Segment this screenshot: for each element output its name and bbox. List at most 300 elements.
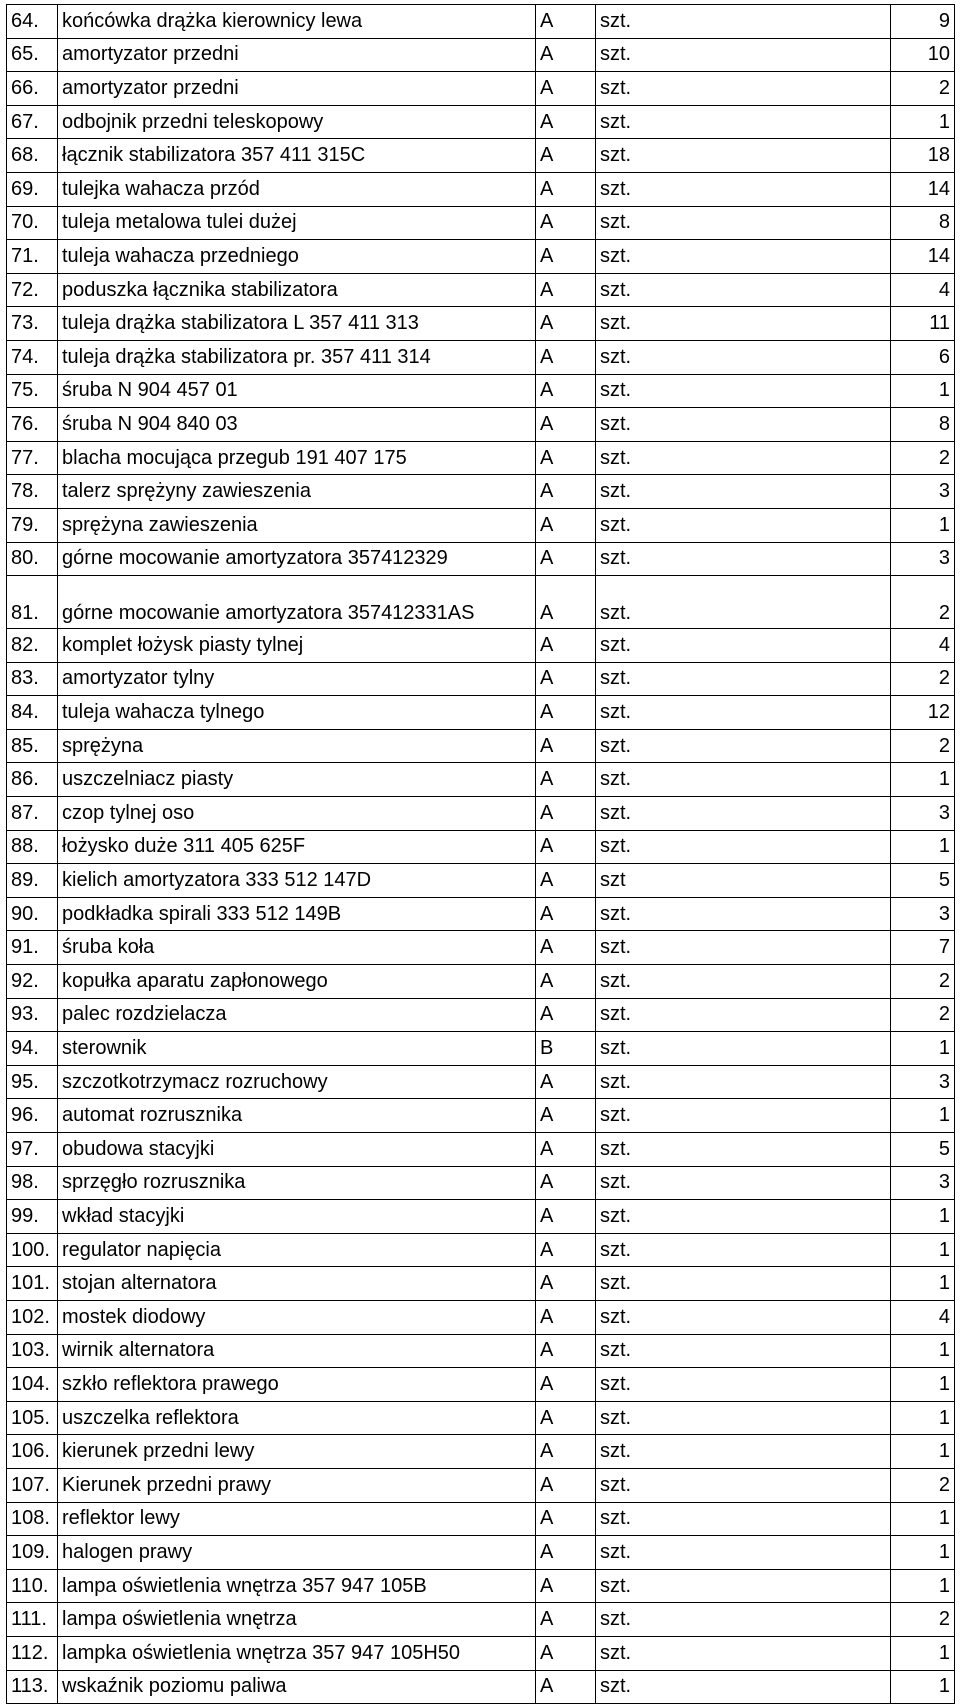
item-class-cell: A xyxy=(536,1200,596,1234)
item-quantity-cell: 4 xyxy=(891,273,955,307)
table-row xyxy=(7,1502,955,1536)
table-row xyxy=(7,441,955,475)
item-quantity-cell: 4 xyxy=(891,629,955,663)
item-quantity-cell: 1 xyxy=(891,1670,955,1704)
table-row xyxy=(7,1065,955,1099)
item-number-cell: 85. xyxy=(7,729,58,763)
item-class-cell: A xyxy=(536,139,596,173)
item-name-cell: wirnik alternatora xyxy=(58,1334,536,1368)
item-quantity-cell: 1 xyxy=(891,508,955,542)
item-class-cell: A xyxy=(536,38,596,72)
item-class-cell: A xyxy=(536,307,596,341)
item-unit-cell: szt. xyxy=(596,998,891,1032)
table-row xyxy=(7,5,955,39)
item-class-cell: A xyxy=(536,5,596,39)
item-unit-cell: szt. xyxy=(596,38,891,72)
item-quantity-cell: 14 xyxy=(891,240,955,274)
item-quantity-cell: 2 xyxy=(891,998,955,1032)
item-number-cell: 76. xyxy=(7,408,58,442)
item-name-cell: śruba N 904 457 01 xyxy=(58,374,536,408)
item-class-cell: A xyxy=(536,1502,596,1536)
item-class-cell: A xyxy=(536,1569,596,1603)
table-row xyxy=(7,240,955,274)
item-name-cell: tulejka wahacza przód xyxy=(58,172,536,206)
item-number-cell: 99. xyxy=(7,1200,58,1234)
item-unit-cell: szt. xyxy=(596,1569,891,1603)
item-name-cell: łożysko duże 311 405 625F xyxy=(58,830,536,864)
item-unit-cell: szt. xyxy=(596,1065,891,1099)
table-row xyxy=(7,1536,955,1570)
item-name-cell: lampa oświetlenia wnętrza xyxy=(58,1603,536,1637)
item-number-cell: 91. xyxy=(7,931,58,965)
item-name-cell: górne mocowanie amortyzatora 357412329 xyxy=(58,542,536,576)
item-name-cell: kielich amortyzatora 333 512 147D xyxy=(58,864,536,898)
item-name-cell: śruba N 904 840 03 xyxy=(58,408,536,442)
item-quantity-cell: 5 xyxy=(891,864,955,898)
item-quantity-cell: 2 xyxy=(891,662,955,696)
table-row xyxy=(7,273,955,307)
item-unit-cell: szt. xyxy=(596,1468,891,1502)
item-quantity-cell: 3 xyxy=(891,475,955,509)
item-unit-cell: szt. xyxy=(596,1032,891,1066)
item-number-cell: 69. xyxy=(7,172,58,206)
item-number-cell: 78. xyxy=(7,475,58,509)
item-number-cell: 80. xyxy=(7,542,58,576)
table-row xyxy=(7,864,955,898)
item-number-cell: 106. xyxy=(7,1435,58,1469)
item-number-cell: 64. xyxy=(7,5,58,39)
item-number-cell: 86. xyxy=(7,763,58,797)
item-unit-cell: szt. xyxy=(596,408,891,442)
item-class-cell: A xyxy=(536,542,596,576)
item-unit-cell: szt. xyxy=(596,1368,891,1402)
item-unit-cell: szt. xyxy=(596,1435,891,1469)
table-row xyxy=(7,1468,955,1502)
item-quantity-cell: 1 xyxy=(891,1401,955,1435)
item-name-cell: wkład stacyjki xyxy=(58,1200,536,1234)
item-number-cell: 103. xyxy=(7,1334,58,1368)
table-row xyxy=(7,105,955,139)
table-row xyxy=(7,72,955,106)
item-unit-cell: szt. xyxy=(596,1536,891,1570)
item-name-cell: amortyzator przedni xyxy=(58,72,536,106)
item-unit-cell: szt. xyxy=(596,1636,891,1670)
item-class-cell: A xyxy=(536,1133,596,1167)
item-quantity-cell: 1 xyxy=(891,1435,955,1469)
item-name-cell: szkło reflektora prawego xyxy=(58,1368,536,1402)
item-class-cell: A xyxy=(536,1401,596,1435)
item-unit-cell: szt. xyxy=(596,1401,891,1435)
item-name-cell: wskaźnik poziomu paliwa xyxy=(58,1670,536,1704)
table-row xyxy=(7,696,955,730)
item-quantity-cell: 6 xyxy=(891,340,955,374)
item-quantity-cell: 1 xyxy=(891,1334,955,1368)
item-quantity-cell: 10 xyxy=(891,38,955,72)
item-quantity-cell: 8 xyxy=(891,206,955,240)
item-unit-cell: szt. xyxy=(596,931,891,965)
table-row xyxy=(7,830,955,864)
item-class-cell: A xyxy=(536,441,596,475)
item-class-cell: A xyxy=(536,897,596,931)
item-quantity-cell: 4 xyxy=(891,1300,955,1334)
item-quantity-cell: 9 xyxy=(891,5,955,39)
item-number-cell: 75. xyxy=(7,374,58,408)
item-number-cell: 113. xyxy=(7,1670,58,1704)
item-number-cell: 67. xyxy=(7,105,58,139)
item-number-cell: 100. xyxy=(7,1233,58,1267)
item-name-cell: górne mocowanie amortyzatora 357412331AS xyxy=(58,576,536,629)
item-class-cell: A xyxy=(536,1603,596,1637)
item-quantity-cell: 1 xyxy=(891,1368,955,1402)
item-quantity-cell: 1 xyxy=(891,374,955,408)
table-row xyxy=(7,965,955,999)
item-name-cell: uszczelka reflektora xyxy=(58,1401,536,1435)
item-unit-cell: szt. xyxy=(596,1334,891,1368)
item-unit-cell: szt. xyxy=(596,662,891,696)
item-quantity-cell: 3 xyxy=(891,1166,955,1200)
item-quantity-cell: 11 xyxy=(891,307,955,341)
item-name-cell: łącznik stabilizatora 357 411 315C xyxy=(58,139,536,173)
item-number-cell: 83. xyxy=(7,662,58,696)
item-unit-cell: szt. xyxy=(596,797,891,831)
item-class-cell: A xyxy=(536,998,596,1032)
item-name-cell: sprężyna zawieszenia xyxy=(58,508,536,542)
item-name-cell: talerz sprężyny zawieszenia xyxy=(58,475,536,509)
item-number-cell: 77. xyxy=(7,441,58,475)
item-class-cell: A xyxy=(536,1670,596,1704)
item-quantity-cell: 1 xyxy=(891,1502,955,1536)
item-name-cell: odbojnik przedni teleskopowy xyxy=(58,105,536,139)
item-unit-cell: szt. xyxy=(596,240,891,274)
item-name-cell: amortyzator tylny xyxy=(58,662,536,696)
item-class-cell: A xyxy=(536,729,596,763)
item-class-cell: A xyxy=(536,1636,596,1670)
item-number-cell: 73. xyxy=(7,307,58,341)
item-unit-cell: szt. xyxy=(596,542,891,576)
table-row xyxy=(7,1435,955,1469)
item-class-cell: A xyxy=(536,662,596,696)
item-unit-cell: szt. xyxy=(596,374,891,408)
table-row xyxy=(7,897,955,931)
item-unit-cell: szt. xyxy=(596,897,891,931)
table-row xyxy=(7,1368,955,1402)
item-quantity-cell: 1 xyxy=(891,105,955,139)
item-unit-cell: szt. xyxy=(596,72,891,106)
item-quantity-cell: 2 xyxy=(891,1468,955,1502)
item-name-cell: tuleja metalowa tulei dużej xyxy=(58,206,536,240)
item-number-cell: 90. xyxy=(7,897,58,931)
item-unit-cell: szt. xyxy=(596,1670,891,1704)
item-name-cell: mostek diodowy xyxy=(58,1300,536,1334)
item-number-cell: 92. xyxy=(7,965,58,999)
item-number-cell: 93. xyxy=(7,998,58,1032)
table-row xyxy=(7,206,955,240)
table-row xyxy=(7,1300,955,1334)
item-quantity-cell: 1 xyxy=(891,1200,955,1234)
item-unit-cell: szt. xyxy=(596,629,891,663)
table-row xyxy=(7,1032,955,1066)
item-quantity-cell: 3 xyxy=(891,542,955,576)
table-row xyxy=(7,307,955,341)
item-name-cell: sprężyna xyxy=(58,729,536,763)
item-quantity-cell: 3 xyxy=(891,1065,955,1099)
item-class-cell: A xyxy=(536,576,596,629)
item-unit-cell: szt. xyxy=(596,172,891,206)
parts-table xyxy=(6,4,955,1704)
item-number-cell: 102. xyxy=(7,1300,58,1334)
item-class-cell: A xyxy=(536,629,596,663)
item-class-cell: A xyxy=(536,1099,596,1133)
item-class-cell: B xyxy=(536,1032,596,1066)
item-number-cell: 88. xyxy=(7,830,58,864)
item-quantity-cell: 1 xyxy=(891,830,955,864)
table-row xyxy=(7,139,955,173)
item-class-cell: A xyxy=(536,1267,596,1301)
item-quantity-cell: 3 xyxy=(891,797,955,831)
item-number-cell: 79. xyxy=(7,508,58,542)
table-row xyxy=(7,629,955,663)
item-quantity-cell: 2 xyxy=(891,441,955,475)
item-number-cell: 107. xyxy=(7,1468,58,1502)
item-number-cell: 97. xyxy=(7,1133,58,1167)
item-name-cell: palec rozdzielacza xyxy=(58,998,536,1032)
item-name-cell: automat rozrusznika xyxy=(58,1099,536,1133)
item-class-cell: A xyxy=(536,696,596,730)
table-row xyxy=(7,1233,955,1267)
item-quantity-cell: 1 xyxy=(891,1233,955,1267)
item-name-cell: tuleja drążka stabilizatora pr. 357 411 314 xyxy=(58,340,536,374)
item-quantity-cell: 1 xyxy=(891,1099,955,1133)
item-number-cell: 70. xyxy=(7,206,58,240)
table-row xyxy=(7,1334,955,1368)
item-unit-cell: szt. xyxy=(596,1133,891,1167)
item-unit-cell: szt. xyxy=(596,307,891,341)
table-row xyxy=(7,475,955,509)
item-quantity-cell: 3 xyxy=(891,897,955,931)
item-class-cell: A xyxy=(536,931,596,965)
item-number-cell: 72. xyxy=(7,273,58,307)
table-row xyxy=(7,38,955,72)
item-class-cell: A xyxy=(536,830,596,864)
item-unit-cell: szt. xyxy=(596,763,891,797)
item-class-cell: A xyxy=(536,1536,596,1570)
item-name-cell: regulator napięcia xyxy=(58,1233,536,1267)
item-quantity-cell: 1 xyxy=(891,763,955,797)
item-unit-cell: szt. xyxy=(596,1200,891,1234)
item-class-cell: A xyxy=(536,72,596,106)
item-number-cell: 108. xyxy=(7,1502,58,1536)
item-quantity-cell: 2 xyxy=(891,965,955,999)
item-quantity-cell: 1 xyxy=(891,1569,955,1603)
table-row xyxy=(7,1200,955,1234)
item-unit-cell: szt. xyxy=(596,1300,891,1334)
item-number-cell: 109. xyxy=(7,1536,58,1570)
item-unit-cell: szt. xyxy=(596,441,891,475)
table-row xyxy=(7,408,955,442)
item-unit-cell: szt. xyxy=(596,1099,891,1133)
item-unit-cell: szt. xyxy=(596,1166,891,1200)
item-class-cell: A xyxy=(536,374,596,408)
item-class-cell: A xyxy=(536,1300,596,1334)
item-quantity-cell: 1 xyxy=(891,1032,955,1066)
item-number-cell: 95. xyxy=(7,1065,58,1099)
item-class-cell: A xyxy=(536,965,596,999)
item-number-cell: 101. xyxy=(7,1267,58,1301)
table-row xyxy=(7,508,955,542)
item-class-cell: A xyxy=(536,340,596,374)
item-quantity-cell: 2 xyxy=(891,576,955,629)
item-name-cell: sprzęgło rozrusznika xyxy=(58,1166,536,1200)
item-name-cell: uszczelniacz piasty xyxy=(58,763,536,797)
item-unit-cell: szt. xyxy=(596,1267,891,1301)
item-name-cell: Kierunek przedni prawy xyxy=(58,1468,536,1502)
table-row xyxy=(7,374,955,408)
item-class-cell: A xyxy=(536,1065,596,1099)
table-row xyxy=(7,1569,955,1603)
item-class-cell: A xyxy=(536,1468,596,1502)
item-name-cell: reflektor lewy xyxy=(58,1502,536,1536)
item-class-cell: A xyxy=(536,1166,596,1200)
item-quantity-cell: 7 xyxy=(891,931,955,965)
item-unit-cell: szt. xyxy=(596,5,891,39)
item-class-cell: A xyxy=(536,763,596,797)
item-unit-cell: szt. xyxy=(596,273,891,307)
item-name-cell: obudowa stacyjki xyxy=(58,1133,536,1167)
item-quantity-cell: 5 xyxy=(891,1133,955,1167)
item-number-cell: 71. xyxy=(7,240,58,274)
item-number-cell: 66. xyxy=(7,72,58,106)
item-name-cell: tuleja drążka stabilizatora L 357 411 313 xyxy=(58,307,536,341)
table-row xyxy=(7,998,955,1032)
item-number-cell: 94. xyxy=(7,1032,58,1066)
item-number-cell: 81. xyxy=(7,576,58,629)
item-unit-cell: szt. xyxy=(596,1233,891,1267)
table-row xyxy=(7,797,955,831)
item-name-cell: lampa oświetlenia wnętrza 357 947 105B xyxy=(58,1569,536,1603)
item-unit-cell: szt. xyxy=(596,105,891,139)
item-unit-cell: szt. xyxy=(596,139,891,173)
table-row xyxy=(7,1401,955,1435)
item-number-cell: 74. xyxy=(7,340,58,374)
table-row xyxy=(7,763,955,797)
item-class-cell: A xyxy=(536,475,596,509)
item-unit-cell: szt. xyxy=(596,340,891,374)
item-unit-cell: szt. xyxy=(596,475,891,509)
item-name-cell: końcówka drążka kierownicy lewa xyxy=(58,5,536,39)
item-number-cell: 112. xyxy=(7,1636,58,1670)
item-class-cell: A xyxy=(536,1233,596,1267)
table-row xyxy=(7,1603,955,1637)
item-name-cell: tuleja wahacza tylnego xyxy=(58,696,536,730)
table-row xyxy=(7,729,955,763)
item-quantity-cell: 2 xyxy=(891,729,955,763)
item-quantity-cell: 18 xyxy=(891,139,955,173)
item-unit-cell: szt. xyxy=(596,696,891,730)
item-name-cell: poduszka łącznika stabilizatora xyxy=(58,273,536,307)
item-class-cell: A xyxy=(536,1435,596,1469)
item-number-cell: 65. xyxy=(7,38,58,72)
item-name-cell: blacha mocująca przegub 191 407 175 xyxy=(58,441,536,475)
item-class-cell: A xyxy=(536,206,596,240)
item-name-cell: komplet łożysk piasty tylnej xyxy=(58,629,536,663)
item-number-cell: 68. xyxy=(7,139,58,173)
item-number-cell: 104. xyxy=(7,1368,58,1402)
item-name-cell: stojan alternatora xyxy=(58,1267,536,1301)
item-number-cell: 111. xyxy=(7,1603,58,1637)
table-row xyxy=(7,931,955,965)
table-row xyxy=(7,1133,955,1167)
item-class-cell: A xyxy=(536,105,596,139)
parts-table-body xyxy=(7,5,955,1704)
item-name-cell: tuleja wahacza przedniego xyxy=(58,240,536,274)
item-name-cell: szczotkotrzymacz rozruchowy xyxy=(58,1065,536,1099)
item-unit-cell: szt. xyxy=(596,965,891,999)
item-class-cell: A xyxy=(536,1368,596,1402)
item-unit-cell: szt. xyxy=(596,508,891,542)
item-number-cell: 82. xyxy=(7,629,58,663)
item-name-cell: podkładka spirali 333 512 149B xyxy=(58,897,536,931)
item-number-cell: 98. xyxy=(7,1166,58,1200)
item-unit-cell: szt xyxy=(596,864,891,898)
item-name-cell: halogen prawy xyxy=(58,1536,536,1570)
item-number-cell: 89. xyxy=(7,864,58,898)
item-quantity-cell: 12 xyxy=(891,696,955,730)
item-unit-cell: szt. xyxy=(596,1603,891,1637)
item-number-cell: 96. xyxy=(7,1099,58,1133)
table-row xyxy=(7,576,955,629)
item-name-cell: lampka oświetlenia wnętrza 357 947 105H50 xyxy=(58,1636,536,1670)
item-quantity-cell: 14 xyxy=(891,172,955,206)
item-name-cell: kopułka aparatu zapłonowego xyxy=(58,965,536,999)
table-row xyxy=(7,1166,955,1200)
item-class-cell: A xyxy=(536,408,596,442)
item-unit-cell: szt. xyxy=(596,729,891,763)
table-row xyxy=(7,542,955,576)
item-unit-cell: szt. xyxy=(596,830,891,864)
item-unit-cell: szt. xyxy=(596,576,891,629)
item-name-cell: czop tylnej oso xyxy=(58,797,536,831)
item-unit-cell: szt. xyxy=(596,1502,891,1536)
item-name-cell: amortyzator przedni xyxy=(58,38,536,72)
item-class-cell: A xyxy=(536,508,596,542)
item-number-cell: 87. xyxy=(7,797,58,831)
item-quantity-cell: 2 xyxy=(891,1603,955,1637)
item-number-cell: 84. xyxy=(7,696,58,730)
item-class-cell: A xyxy=(536,240,596,274)
table-row xyxy=(7,340,955,374)
item-quantity-cell: 1 xyxy=(891,1636,955,1670)
item-quantity-cell: 2 xyxy=(891,72,955,106)
table-row xyxy=(7,1670,955,1704)
table-row xyxy=(7,1636,955,1670)
item-name-cell: kierunek przedni lewy xyxy=(58,1435,536,1469)
item-quantity-cell: 1 xyxy=(891,1267,955,1301)
item-class-cell: A xyxy=(536,864,596,898)
item-unit-cell: szt. xyxy=(596,206,891,240)
item-number-cell: 105. xyxy=(7,1401,58,1435)
item-name-cell: sterownik xyxy=(58,1032,536,1066)
item-class-cell: A xyxy=(536,1334,596,1368)
item-class-cell: A xyxy=(536,273,596,307)
table-row xyxy=(7,662,955,696)
table-row xyxy=(7,1099,955,1133)
item-class-cell: A xyxy=(536,797,596,831)
item-name-cell: śruba koła xyxy=(58,931,536,965)
table-row xyxy=(7,172,955,206)
item-quantity-cell: 8 xyxy=(891,408,955,442)
item-number-cell: 110. xyxy=(7,1569,58,1603)
item-class-cell: A xyxy=(536,172,596,206)
